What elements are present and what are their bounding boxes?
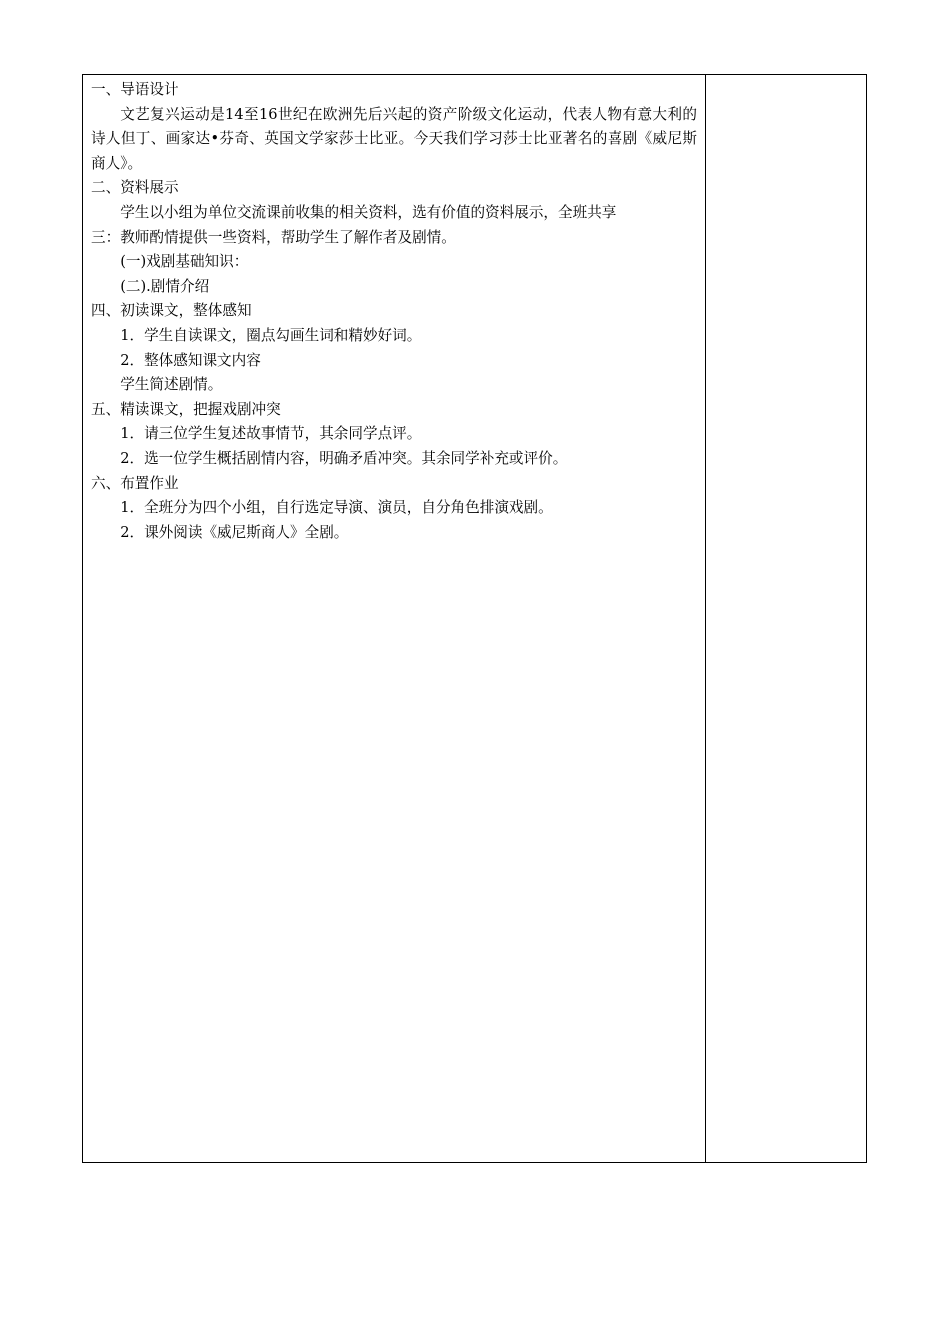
materials-text: 学生以小组为单位交流课前收集的相关资料，选有价值的资料展示，全班共享 xyxy=(120,203,617,221)
lesson-plan-table xyxy=(82,74,867,1163)
lesson-content xyxy=(83,75,705,545)
section-heading-materials: 二、资料展示 xyxy=(91,179,179,197)
teacher-item-drama-basics: (一)戏剧基础知识： xyxy=(120,253,249,271)
notes-cell xyxy=(706,75,867,1163)
lesson-content-cell xyxy=(83,75,706,1163)
close-reading-item-2: 2．选一位学生概括剧情内容，明确矛盾冲突。其余同学补充或评价。 xyxy=(120,449,568,467)
section-heading-teacher-materials: 三：教师酌情提供一些资料，帮助学生了解作者及剧情。 xyxy=(91,228,456,246)
first-reading-item-2: 2．整体感知课文内容 xyxy=(120,351,261,369)
homework-item-1: 1．全班分为四个小组，自行选定导演、演员，自分角色排演戏剧。 xyxy=(120,499,553,517)
first-reading-item-1: 1．学生自读课文，圈点勾画生词和精妙好词。 xyxy=(120,326,422,344)
close-reading-item-1: 1．请三位学生复述故事情节，其余同学点评。 xyxy=(120,425,422,443)
first-reading-item-3: 学生简述剧情。 xyxy=(120,376,223,394)
teacher-item-plot-intro: (二).剧情介绍 xyxy=(120,277,210,295)
section-heading-homework: 六、布置作业 xyxy=(91,474,179,492)
section-heading-first-reading: 四、初读课文，整体感知 xyxy=(91,302,252,320)
section-heading-intro: 一、导语设计 xyxy=(91,81,179,98)
section-heading-close-reading: 五、精读课文，把握戏剧冲突 xyxy=(91,400,281,418)
intro-paragraph: 文艺复兴运动是14至16世纪在欧洲先后兴起的资产阶级文化运动，代表人物有意大利的诗人但丁、画家达•芬奇、英国文学家莎士比亚。今天我们学习莎士比亚著名的喜剧《威尼斯商人》。 xyxy=(91,105,697,172)
homework-item-2: 2．课外阅读《威尼斯商人》全剧。 xyxy=(120,523,349,541)
